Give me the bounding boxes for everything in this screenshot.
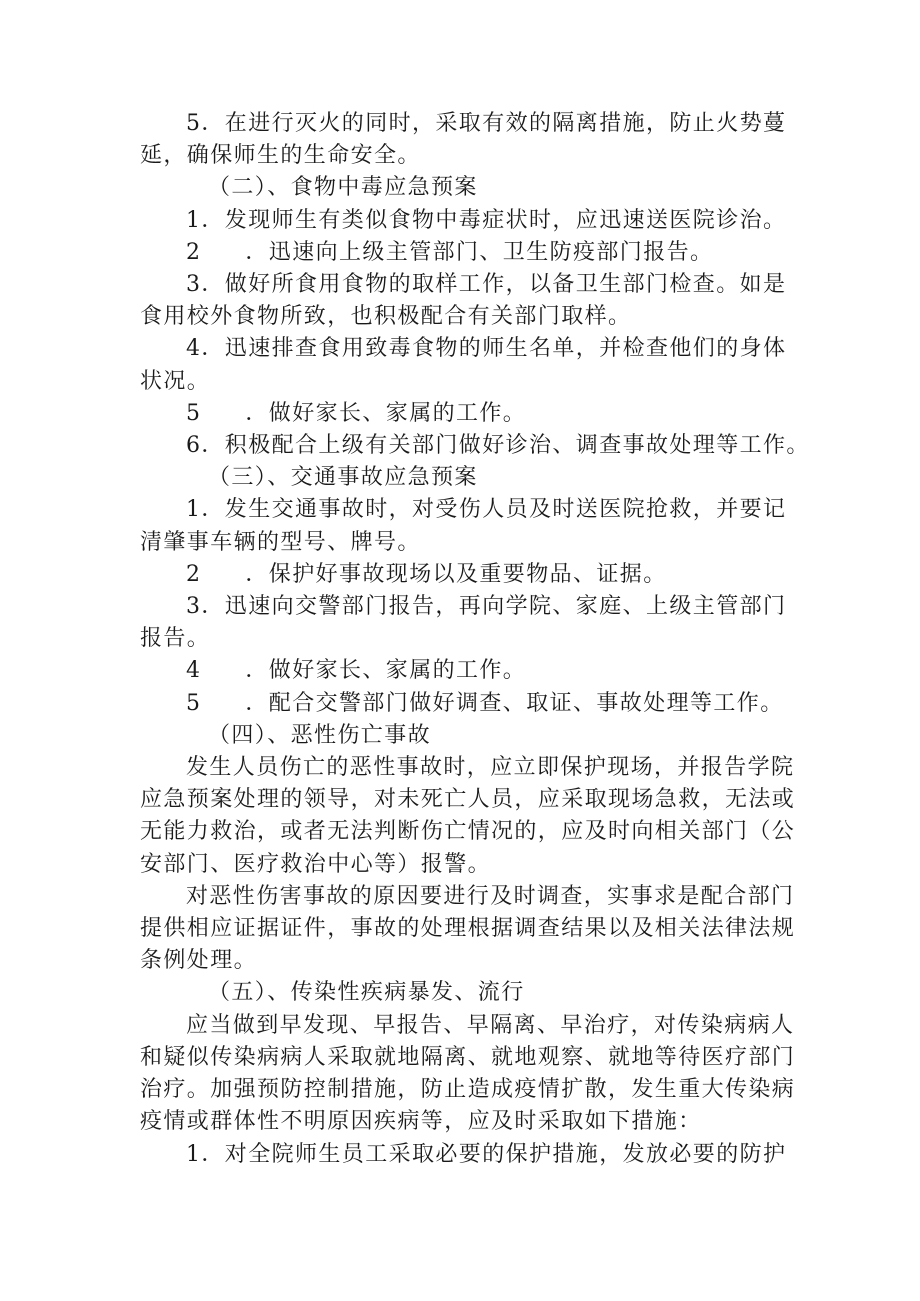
text-line [140, 1074, 796, 1106]
text-line [140, 301, 790, 333]
line-text: 和疑似传染病病人采取就地隔离、就地观察、就地等待医疗部门 [140, 1044, 796, 1070]
line-text: 疫情或群体性不明原因疾病等，应及时采取如下措施： [140, 1109, 702, 1135]
text-line [140, 945, 790, 977]
text-line [140, 172, 790, 204]
text-line [140, 269, 790, 301]
text-line [140, 1106, 790, 1138]
text-line [140, 881, 795, 913]
line-text: 4．迅速排查食用致毒食物的师生名单，并检查他们的身体 [186, 336, 787, 362]
line-text: ．保护好事故现场以及重要物品、证据。 [245, 561, 667, 587]
line-text: 3．迅速向交警部门报告，再向学院、家庭、上级主管部门 [186, 594, 787, 620]
text-line [140, 784, 796, 816]
text-line [140, 366, 790, 398]
line-text: （二）、食物中毒应急预案 [208, 175, 478, 201]
text-line [140, 333, 790, 365]
line-text: 条例处理。 [140, 948, 258, 974]
text-line [140, 237, 790, 269]
line-text: （三）、交通事故应急预案 [208, 465, 478, 491]
list-number: 4 [186, 658, 202, 684]
text-line [140, 816, 796, 848]
line-text: 6．积极配合上级有关部门做好诊治、调查事故处理等工作。 [186, 433, 810, 459]
line-text: 清肇事车辆的型号、牌号。 [140, 529, 421, 555]
text-line [140, 1042, 796, 1074]
line-text: ．迅速向上级主管部门、卫生防疫部门报告。 [245, 239, 714, 265]
line-text: 应当做到早发现、早报告、早隔离、早治疗，对传染病病人 [186, 1012, 795, 1038]
line-text: 1．发现师生有类似食物中毒症状时，应迅速送医院诊治。 [186, 207, 787, 233]
line-text: 食用校外食物所致，也积极配合有关部门取样。 [140, 304, 632, 330]
text-line [140, 494, 790, 526]
line-text: 发生人员伤亡的恶性事故时，应立即保护现场，并报告学院 [186, 755, 795, 781]
text-line [140, 591, 790, 623]
line-text: 状况。 [140, 368, 211, 394]
text-line [140, 1139, 790, 1171]
list-number: 2 [186, 561, 202, 587]
line-text: 1．对全院师生员工采取必要的保护措施，发放必要的防护 [186, 1141, 787, 1167]
text-line [140, 398, 790, 430]
line-text: ．配合交警部门做好调查、取证、事故处理等工作。 [245, 690, 784, 716]
text-line [140, 849, 790, 881]
text-line [140, 205, 790, 237]
line-text: ．做好家长、家属的工作。 [245, 400, 527, 426]
text-line [140, 108, 790, 140]
line-text: ．做好家长、家属的工作。 [245, 658, 527, 684]
line-text: （五）、传染性疾病暴发、流行 [208, 980, 525, 1006]
text-line [140, 977, 790, 1009]
text-line [140, 688, 790, 720]
line-text: 治疗。加强预防控制措施，防止造成疫情扩散，发生重大传染病 [140, 1077, 796, 1103]
text-line [140, 655, 790, 687]
line-text: 报告。 [140, 626, 211, 652]
text-line [140, 527, 790, 559]
text-line [140, 430, 810, 462]
document-body [140, 108, 810, 1171]
text-line [140, 752, 795, 784]
line-text: 对恶性伤害事故的原因要进行及时调查，实事求是配合部门 [186, 883, 795, 909]
line-text: 1．发生交通事故时，对受伤人员及时送医院抢救，并要记 [186, 497, 787, 523]
line-text: 安部门、医疗救治中心等）报警。 [140, 851, 492, 877]
text-line [140, 140, 790, 172]
line-text: 3．做好所食用食物的取样工作，以备卫生部门检查。如是 [186, 272, 787, 298]
line-text: 应急预案处理的领导，对未死亡人员，应采取现场急救，无法或 [140, 787, 796, 813]
list-number: 5 [186, 690, 202, 716]
text-line [140, 1010, 795, 1042]
text-line [140, 913, 796, 945]
list-number: 2 [186, 239, 202, 265]
line-text: 无能力救治，或者无法判断伤亡情况的，应及时向相关部门（公 [140, 819, 796, 845]
text-line [140, 623, 790, 655]
list-number: 5 [186, 400, 202, 426]
text-line [140, 462, 790, 494]
line-text: 延，确保师生的生命安全。 [140, 143, 421, 169]
line-text: 5．在进行灭火的同时，采取有效的隔离措施，防止火势蔓 [186, 111, 787, 136]
text-line [140, 559, 790, 591]
line-text: （四）、恶性伤亡事故 [208, 722, 432, 748]
line-text: 提供相应证据证件，事故的处理根据调查结果以及相关法律法规 [140, 916, 796, 942]
text-line [140, 720, 790, 752]
